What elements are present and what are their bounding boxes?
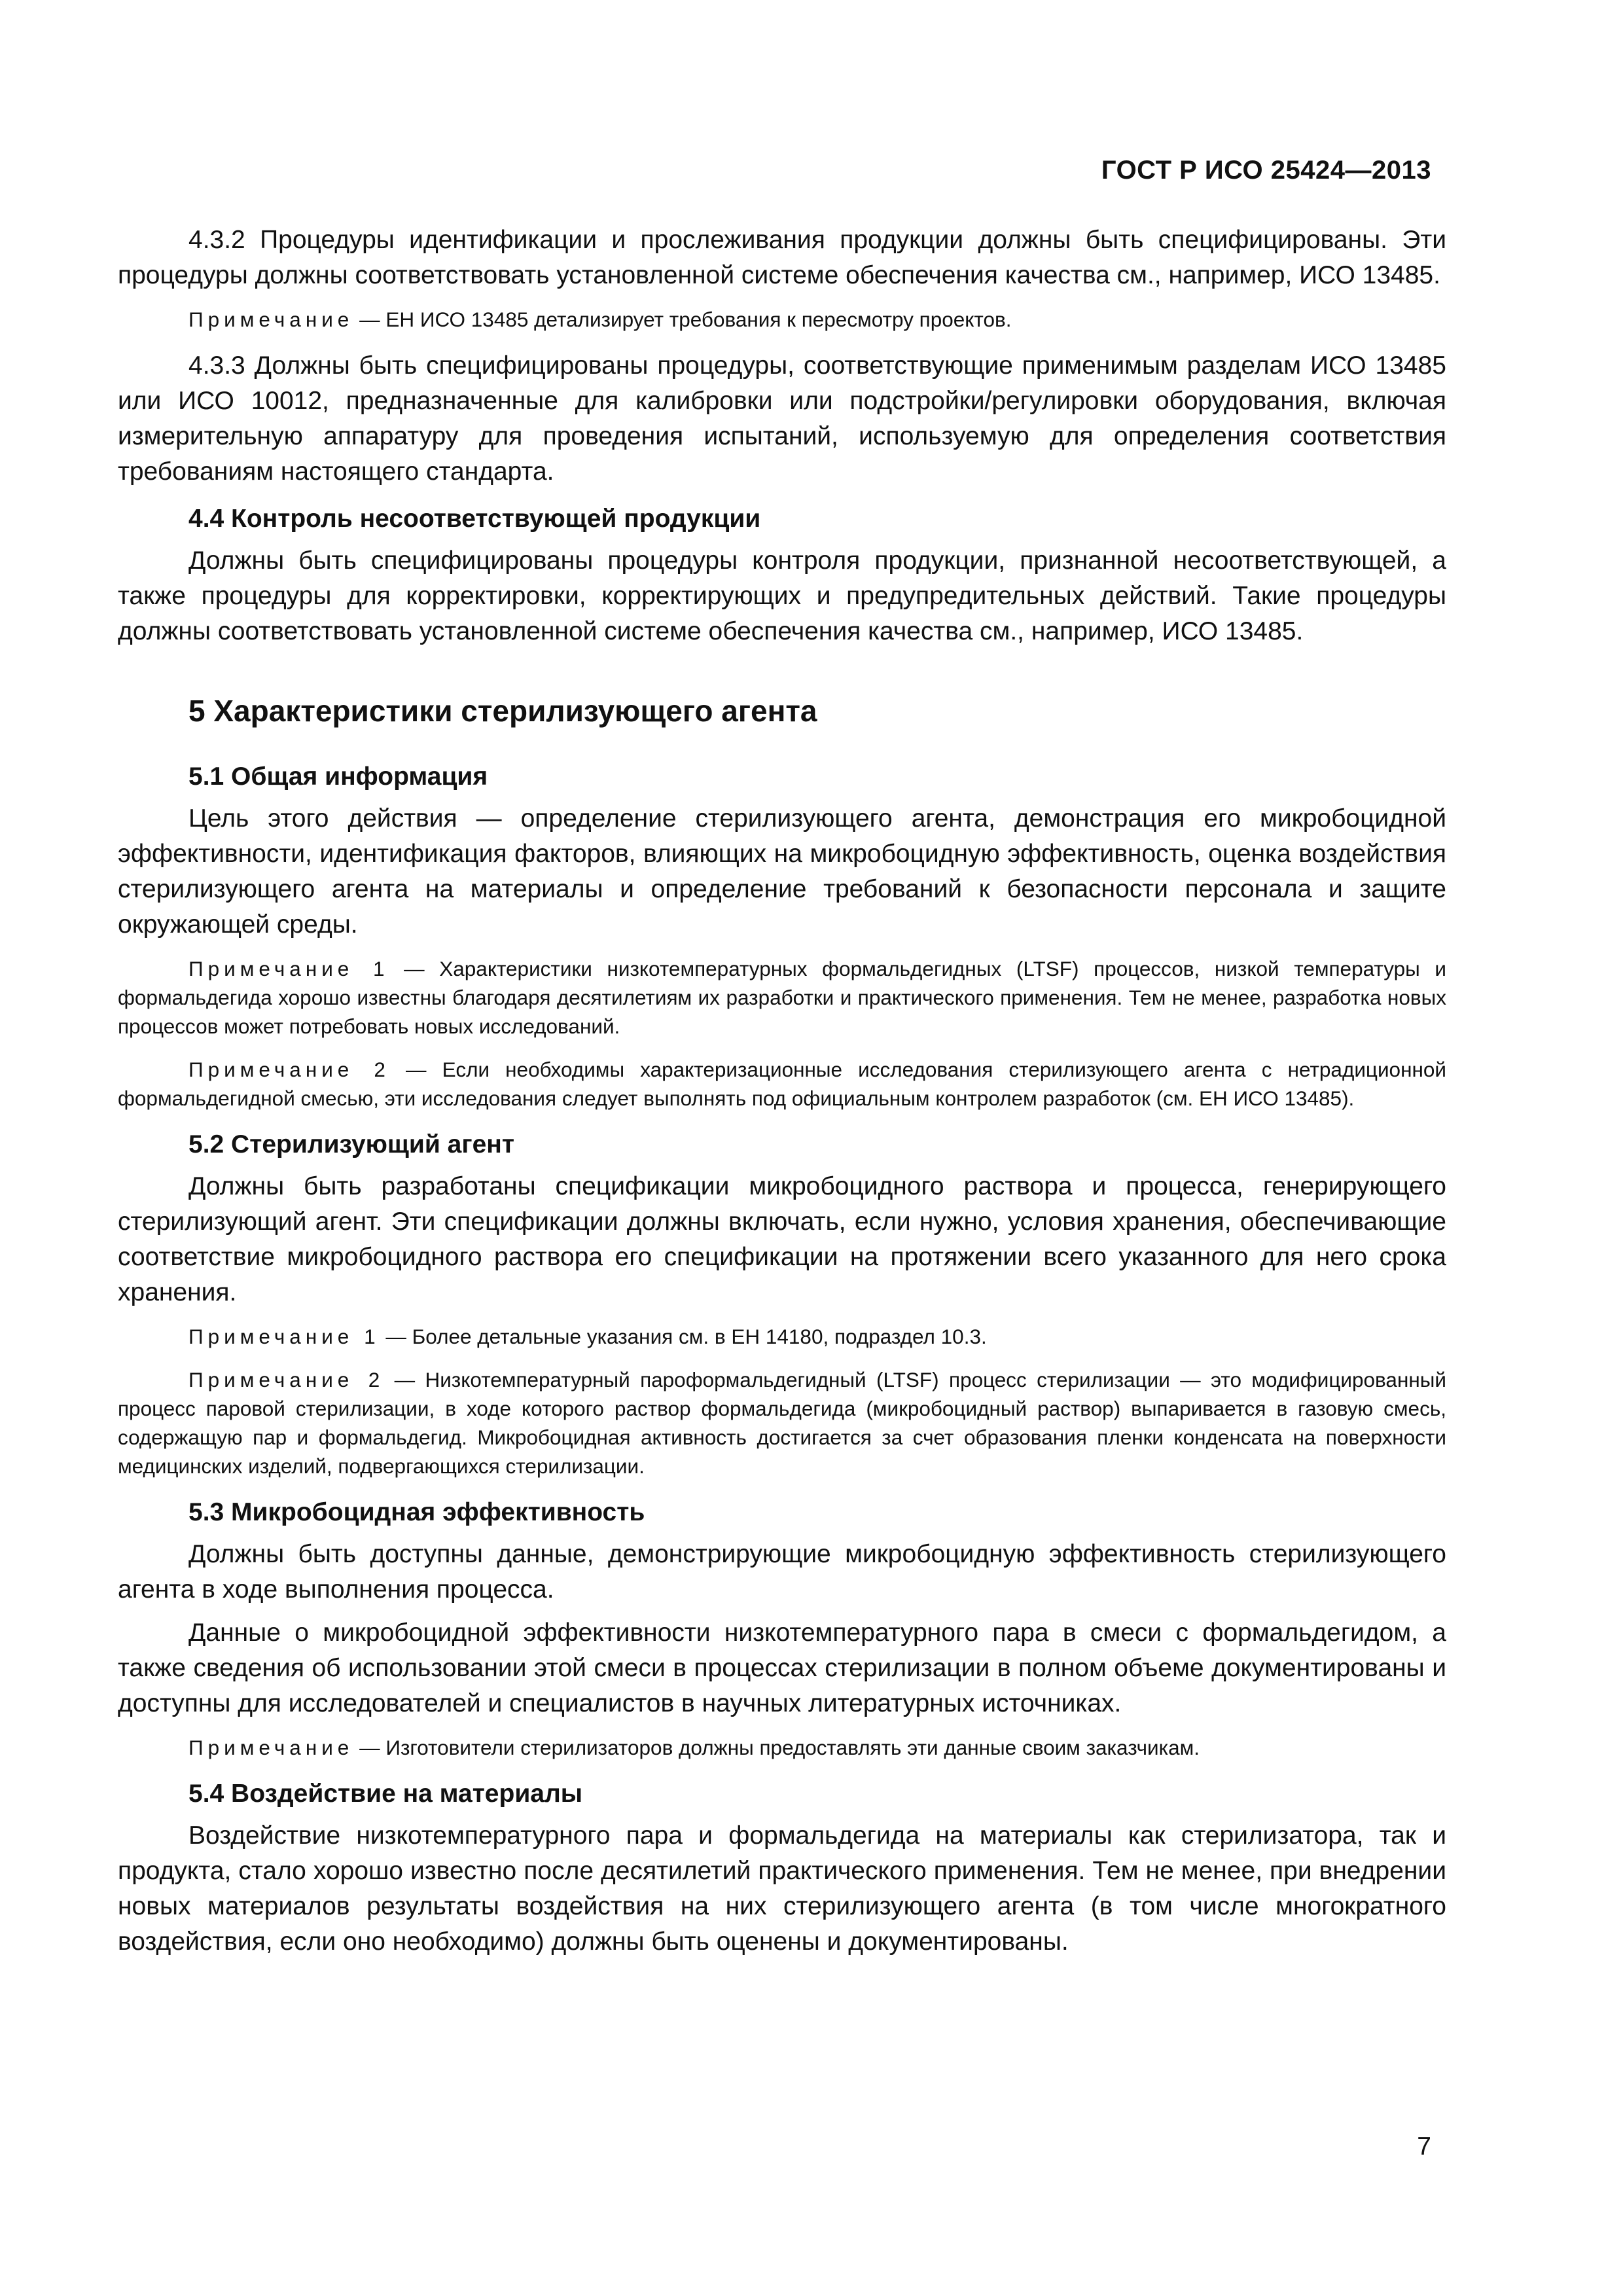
note-text: — Характеристики низкотемпературных формальдегидных (LTSF) процессов, низкой температуры и формальдегида хорошо известны благодаря десятилетиям их разработки и практического применения. Тем не менее, разработка новых процессов может потребовать новых исследований. [118, 957, 1446, 1038]
note-text: — Изготовители стерилизаторов должны предоставлять эти данные своим заказчикам. [353, 1736, 1200, 1759]
note-text: — Низкотемпературный пароформальдегидный (LTSF) процесс стерилизации — это модифицированный процесс паровой стерилизации, в ходе которого раствор формальдегида (микробоцидный раствор) выпаривается в газовую смесь, содержащую пар и формальдегид. Микробоцидная активность достигается за счет образования пленки конденсата на поверхности медицинских изделий, подвергающихся стерилизации. [118, 1368, 1446, 1478]
paragraph-4-3-3: 4.3.3 Должны быть специфицированы процедуры, соответствующие применимым разделам ИСО 13485 или ИСО 10012, предназначенные для калибровки или подстройки/регулировки оборудования, включая измерительную аппаратуру для проведения испытаний, используемую для определения соответствия требованиям настоящего стандарта. [118, 351, 1446, 486]
note-label: Примечание 1 [188, 1325, 380, 1348]
paragraph-5-2: Должны быть разработаны спецификации микробоцидного раствора и процесса, генерирующего стерилизующий агент. Эти спецификации должны включать, если нужно, условия хранения, обеспечивающие соответствие микробоцидного раствора его спецификации на протяжении всего указанного для него срока хранения. [118, 1172, 1446, 1306]
note-5-2-2 [118, 1365, 1446, 1480]
note-4-3-2 [118, 305, 1446, 334]
note-label: Примечание 2 [188, 1058, 390, 1081]
paragraph-5-4: Воздействие низкотемпературного пара и формальдегида на материалы как стерилизатора, так и продукта, стало хорошо известно после десятилетий практического применения. Тем не менее, при внедрении новых материалов результаты воздействия на них стерилизующего агента (в том числе многократного воздействия, если оно необходимо) должны быть оценены и документированы. [118, 1821, 1446, 1956]
heading-5-3: 5.3 Микробоцидная эффективность [188, 1498, 645, 1526]
note-label: Примечание 2 [188, 1368, 385, 1391]
heading-5-1: 5.1 Общая информация [188, 762, 488, 791]
note-label: Примечание [188, 308, 354, 331]
paragraph-4-4: Должны быть специфицированы процедуры контроля продукции, признанной несоответствующей, а также процедуры для корректировки, корректирующих и предупредительных действий. Такие процедуры должны соответствовать установленной системе обеспечения качества см., например, ИСО 13485. [118, 547, 1446, 645]
paragraph-5-3-a: Должны быть доступны данные, демонстрирующие микробоцидную эффективность стерилизующего агента в ходе выполнения процесса. [118, 1540, 1446, 1604]
note-text: — ЕН ИСО 13485 детализирует требования к пересмотру проектов. [353, 308, 1012, 331]
document-body [118, 223, 1446, 1971]
note-label: Примечание 1 [188, 957, 389, 980]
heading-5-2: 5.2 Стерилизующий агент [188, 1130, 514, 1158]
note-5-3 [118, 1733, 1446, 1762]
paragraph-5-3-b: Данные о микробоцидной эффективности низкотемпературного пара в смеси с формальдегидом, а также сведения об использовании этой смеси в процессах стерилизации в полном объеме документированы и доступны для исследователей и специалистов в научных литературных источниках. [118, 1619, 1446, 1717]
paragraph-4-3-2: 4.3.2 Процедуры идентификации и прослеживания продукции должны быть специфицированы. Эти процедуры должны соответствовать установленной системе обеспечения качества см., например, ИСО 13485. [118, 226, 1446, 289]
note-5-2-1 [118, 1322, 1446, 1351]
heading-4-4: 4.4 Контроль несоответствующей продукции [188, 505, 761, 533]
heading-5-4: 5.4 Воздействие на материалы [188, 1780, 583, 1808]
note-text: — Если необходимы характеризационные исследования стерилизующего агента с нетрадиционной формальдегидной смесью, эти исследования следует выполнять под официальным контролем разработок (см. ЕН ИСО 13485). [118, 1058, 1446, 1110]
heading-section-5: 5 Характеристики стерилизующего агента [188, 694, 817, 728]
note-5-1-1 [118, 954, 1446, 1041]
page-number: 7 [1417, 2132, 1431, 2161]
paragraph-5-1: Цель этого действия — определение стерилизующего агента, демонстрация его микробоцидной эффективности, идентификация факторов, влияющих на микробоцидную эффективность, оценка воздействия стерилизующего агента на материалы и определение требований к безопасности персонала и защите окружающей среды. [118, 804, 1446, 939]
document-id-header: ГОСТ Р ИСО 25424—2013 [1101, 156, 1431, 185]
note-5-1-2 [118, 1055, 1446, 1113]
note-text: — Более детальные указания см. в ЕН 14180, подраздел 10.3. [380, 1325, 987, 1348]
note-label: Примечание [188, 1736, 354, 1759]
